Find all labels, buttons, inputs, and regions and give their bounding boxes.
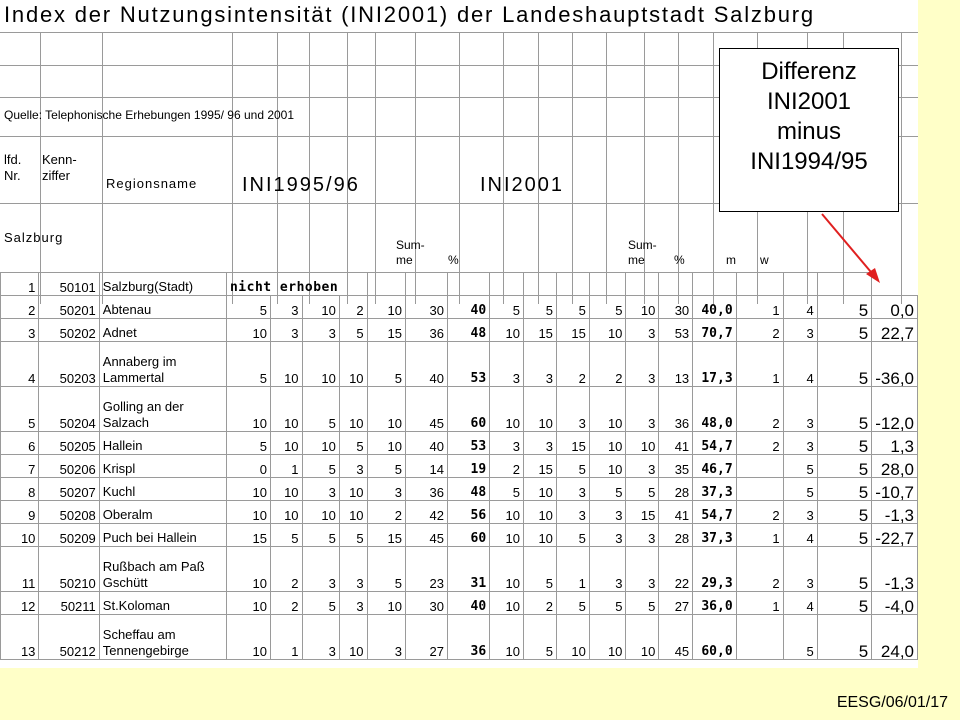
sum-1995: 27 <box>405 615 447 660</box>
difference: -10,7 <box>872 478 918 501</box>
score-1995: 15 <box>367 524 405 547</box>
score-1995: 5 <box>226 342 270 387</box>
score-1995: 1 <box>270 455 302 478</box>
count-total: 5 <box>817 342 872 387</box>
header-salzburg: Salzburg <box>4 230 64 245</box>
sum-1995: 45 <box>405 387 447 432</box>
row-kennziffer: 50202 <box>39 319 99 342</box>
row-number: 12 <box>1 592 39 615</box>
score-2001: 3 <box>589 524 626 547</box>
row-kennziffer: 50101 <box>39 273 99 296</box>
row-number: 5 <box>1 387 39 432</box>
score-2001: 3 <box>556 387 589 432</box>
pct-2001: 48,0 <box>693 387 737 432</box>
count-total: 5 <box>817 592 872 615</box>
score-2001: 5 <box>589 592 626 615</box>
count-m: 1 <box>736 524 783 547</box>
pct-2001: 37,3 <box>693 478 737 501</box>
score-2001: 10 <box>490 592 524 615</box>
row-kennziffer: 50204 <box>39 387 99 432</box>
score-2001: 15 <box>524 455 557 478</box>
score-1995: 5 <box>302 387 339 432</box>
sum-2001: 41 <box>659 501 693 524</box>
row-number: 8 <box>1 478 39 501</box>
score-2001: 10 <box>556 615 589 660</box>
score-2001: 5 <box>589 296 626 319</box>
count-w: 5 <box>783 478 817 501</box>
score-2001: 5 <box>556 592 589 615</box>
header-regionsname: Regionsname <box>106 176 198 191</box>
score-1995: 3 <box>339 547 367 592</box>
row-kennziffer: 50212 <box>39 615 99 660</box>
score-1995: 10 <box>302 432 339 455</box>
score-1995: 1 <box>270 615 302 660</box>
pct-2001: 70,7 <box>693 319 737 342</box>
row-regionsname: Kuchl <box>99 478 226 501</box>
score-2001: 3 <box>626 387 659 432</box>
score-1995: 2 <box>339 296 367 319</box>
count-m: 2 <box>736 547 783 592</box>
count-w: 3 <box>783 547 817 592</box>
row-number: 9 <box>1 501 39 524</box>
score-1995: 5 <box>226 296 270 319</box>
score-1995: 5 <box>339 524 367 547</box>
score-1995: 10 <box>226 547 270 592</box>
pct-1995: 31 <box>448 547 490 592</box>
score-2001: 3 <box>490 342 524 387</box>
count-total: 5 <box>817 615 872 660</box>
score-1995: 10 <box>302 296 339 319</box>
header-m: m <box>726 253 736 267</box>
difference: -22,7 <box>872 524 918 547</box>
score-2001: 10 <box>490 387 524 432</box>
row-number: 3 <box>1 319 39 342</box>
callout-line: INI2001 <box>766 88 852 115</box>
row-regionsname: Hallein <box>99 432 226 455</box>
score-1995: 3 <box>302 319 339 342</box>
count-total: 5 <box>817 455 872 478</box>
count-w: 3 <box>783 432 817 455</box>
row-regionsname: Puch bei Hallein <box>99 524 226 547</box>
score-1995: 15 <box>367 319 405 342</box>
score-1995: 10 <box>339 387 367 432</box>
score-2001: 3 <box>556 478 589 501</box>
row-regionsname: Rußbach am Paß Gschütt <box>99 547 226 592</box>
score-1995: 10 <box>367 592 405 615</box>
row-kennziffer: 50205 <box>39 432 99 455</box>
sum-1995: 40 <box>405 342 447 387</box>
count-m: 1 <box>736 296 783 319</box>
score-2001: 10 <box>524 478 557 501</box>
header-kennziffer: Kenn- ziffer <box>42 152 77 183</box>
source-note: Quelle: Telephonische Erhebungen 1995/ 96 und 2001 <box>4 108 295 122</box>
score-1995: 3 <box>302 615 339 660</box>
score-1995: 3 <box>339 592 367 615</box>
row-regionsname: Salzburg(Stadt) <box>99 273 226 296</box>
count-m: 2 <box>736 432 783 455</box>
row-number: 7 <box>1 455 39 478</box>
arrow-line <box>822 214 876 278</box>
score-2001: 5 <box>490 296 524 319</box>
count-total: 5 <box>817 501 872 524</box>
sum-2001: 35 <box>659 455 693 478</box>
score-2001: 10 <box>524 524 557 547</box>
score-2001: 15 <box>626 501 659 524</box>
row-regionsname: Abtenau <box>99 296 226 319</box>
count-w: 4 <box>783 592 817 615</box>
pct-1995: 48 <box>448 478 490 501</box>
score-1995: 5 <box>339 319 367 342</box>
row-regionsname: Adnet <box>99 319 226 342</box>
pct-2001: 54,7 <box>693 501 737 524</box>
header-pct-2001: % <box>674 253 685 267</box>
sum-2001: 45 <box>659 615 693 660</box>
score-2001: 5 <box>524 615 557 660</box>
row-kennziffer: 50209 <box>39 524 99 547</box>
score-2001: 10 <box>490 547 524 592</box>
score-2001: 5 <box>556 296 589 319</box>
row-number: 6 <box>1 432 39 455</box>
score-2001: 3 <box>626 342 659 387</box>
score-1995: 10 <box>226 501 270 524</box>
score-1995: 2 <box>270 592 302 615</box>
row-kennziffer: 50210 <box>39 547 99 592</box>
pct-2001: 37,3 <box>693 524 737 547</box>
pct-1995: 36 <box>448 615 490 660</box>
pct-2001: 17,3 <box>693 342 737 387</box>
score-1995: 10 <box>339 501 367 524</box>
score-2001: 2 <box>589 342 626 387</box>
pct-2001: 60,0 <box>693 615 737 660</box>
score-1995: 5 <box>302 524 339 547</box>
score-1995: 10 <box>367 387 405 432</box>
score-1995: 10 <box>302 342 339 387</box>
difference: -12,0 <box>872 387 918 432</box>
score-2001: 5 <box>524 547 557 592</box>
sum-1995: 36 <box>405 478 447 501</box>
count-total: 5 <box>817 547 872 592</box>
score-2001: 3 <box>589 547 626 592</box>
count-total: 5 <box>817 296 872 319</box>
row-note: nicht erhoben <box>226 273 367 296</box>
sum-1995: 30 <box>405 296 447 319</box>
row-number: 13 <box>1 615 39 660</box>
score-2001: 10 <box>626 432 659 455</box>
difference: -1,3 <box>872 547 918 592</box>
score-1995: 5 <box>367 547 405 592</box>
difference: -1,3 <box>872 501 918 524</box>
row-regionsname: Scheffau am Tennengebirge <box>99 615 226 660</box>
sum-2001: 53 <box>659 319 693 342</box>
score-2001: 10 <box>589 455 626 478</box>
pct-1995: 60 <box>448 387 490 432</box>
score-2001: 3 <box>626 455 659 478</box>
row-kennziffer: 50201 <box>39 296 99 319</box>
difference: 22,7 <box>872 319 918 342</box>
pct-2001: 29,3 <box>693 547 737 592</box>
score-1995: 10 <box>367 296 405 319</box>
pct-1995: 19 <box>448 455 490 478</box>
score-1995: 5 <box>302 592 339 615</box>
score-2001: 3 <box>626 524 659 547</box>
row-number: 2 <box>1 296 39 319</box>
score-2001: 5 <box>626 592 659 615</box>
pct-2001: 46,7 <box>693 455 737 478</box>
score-1995: 5 <box>367 455 405 478</box>
sum-2001: 41 <box>659 432 693 455</box>
pct-1995: 53 <box>448 432 490 455</box>
score-2001: 2 <box>556 342 589 387</box>
count-total: 5 <box>817 319 872 342</box>
score-1995: 3 <box>270 319 302 342</box>
difference: 28,0 <box>872 455 918 478</box>
sum-1995: 42 <box>405 501 447 524</box>
score-1995: 3 <box>367 478 405 501</box>
count-w: 4 <box>783 296 817 319</box>
score-1995: 10 <box>270 478 302 501</box>
score-2001: 3 <box>589 501 626 524</box>
difference: 0,0 <box>872 296 918 319</box>
count-total: 5 <box>817 387 872 432</box>
score-1995: 10 <box>270 432 302 455</box>
count-w: 4 <box>783 524 817 547</box>
score-2001: 10 <box>524 387 557 432</box>
score-1995: 10 <box>270 501 302 524</box>
pct-1995: 48 <box>448 319 490 342</box>
count-w: 3 <box>783 387 817 432</box>
count-m: 1 <box>736 592 783 615</box>
footer-code: EESG/06/01/17 <box>836 694 948 711</box>
sum-1995: 23 <box>405 547 447 592</box>
score-2001: 10 <box>626 296 659 319</box>
score-2001: 3 <box>524 342 557 387</box>
pct-1995: 53 <box>448 342 490 387</box>
score-2001: 3 <box>490 432 524 455</box>
row-number: 1 <box>1 273 39 296</box>
header-pct-1995: % <box>448 253 459 267</box>
count-total: 5 <box>817 478 872 501</box>
score-1995: 10 <box>270 387 302 432</box>
difference: -4,0 <box>872 592 918 615</box>
score-1995: 10 <box>226 592 270 615</box>
score-2001: 5 <box>556 455 589 478</box>
callout-line: minus <box>776 118 842 145</box>
score-2001: 5 <box>556 524 589 547</box>
count-total: 5 <box>817 524 872 547</box>
row-regionsname: St.Koloman <box>99 592 226 615</box>
score-1995: 10 <box>339 478 367 501</box>
row-kennziffer: 50207 <box>39 478 99 501</box>
score-1995: 3 <box>270 296 302 319</box>
score-1995: 3 <box>367 615 405 660</box>
sum-2001: 13 <box>659 342 693 387</box>
score-2001: 5 <box>589 478 626 501</box>
pct-1995: 56 <box>448 501 490 524</box>
score-2001: 10 <box>589 319 626 342</box>
score-2001: 3 <box>626 547 659 592</box>
sum-2001: 30 <box>659 296 693 319</box>
count-m: 2 <box>736 501 783 524</box>
score-1995: 15 <box>226 524 270 547</box>
row-regionsname: Annaberg im Lammertal <box>99 342 226 387</box>
pct-1995: 40 <box>448 296 490 319</box>
difference: -36,0 <box>872 342 918 387</box>
score-2001: 10 <box>626 615 659 660</box>
row-kennziffer: 50211 <box>39 592 99 615</box>
row-kennziffer: 50208 <box>39 501 99 524</box>
pct-2001: 36,0 <box>693 592 737 615</box>
count-total: 5 <box>817 432 872 455</box>
score-2001: 10 <box>490 319 524 342</box>
score-1995: 3 <box>302 478 339 501</box>
score-1995: 10 <box>226 319 270 342</box>
score-1995: 10 <box>302 501 339 524</box>
score-1995: 10 <box>339 615 367 660</box>
count-w: 3 <box>783 501 817 524</box>
score-2001: 15 <box>524 319 557 342</box>
row-kennziffer: 50206 <box>39 455 99 478</box>
count-w: 5 <box>783 615 817 660</box>
score-2001: 15 <box>556 319 589 342</box>
header-ini2001: INI2001 <box>480 174 565 196</box>
score-2001: 10 <box>490 615 524 660</box>
score-1995: 10 <box>226 615 270 660</box>
count-m: 2 <box>736 319 783 342</box>
header-summe-2001: Sum- me <box>628 238 657 267</box>
score-1995: 3 <box>302 547 339 592</box>
score-2001: 2 <box>524 592 557 615</box>
score-1995: 5 <box>339 432 367 455</box>
count-w: 3 <box>783 319 817 342</box>
score-2001: 10 <box>589 432 626 455</box>
sum-1995: 36 <box>405 319 447 342</box>
difference: 24,0 <box>872 615 918 660</box>
score-2001: 10 <box>490 501 524 524</box>
score-1995: 5 <box>270 524 302 547</box>
row-regionsname: Golling an der Salzach <box>99 387 226 432</box>
score-1995: 0 <box>226 455 270 478</box>
sum-2001: 28 <box>659 478 693 501</box>
score-1995: 10 <box>270 342 302 387</box>
callout-line: Differenz <box>761 58 857 85</box>
sum-1995: 40 <box>405 432 447 455</box>
score-2001: 5 <box>524 296 557 319</box>
score-2001: 10 <box>589 387 626 432</box>
difference: 1,3 <box>872 432 918 455</box>
score-2001: 5 <box>490 478 524 501</box>
row-number: 10 <box>1 524 39 547</box>
score-2001: 3 <box>556 501 589 524</box>
row-number: 11 <box>1 547 39 592</box>
header-lfd-nr: lfd. Nr. <box>4 152 22 183</box>
score-2001: 3 <box>524 432 557 455</box>
sum-1995: 30 <box>405 592 447 615</box>
sum-1995: 45 <box>405 524 447 547</box>
score-2001: 1 <box>556 547 589 592</box>
sum-1995: 14 <box>405 455 447 478</box>
score-2001: 15 <box>556 432 589 455</box>
sum-2001: 36 <box>659 387 693 432</box>
row-regionsname: Krispl <box>99 455 226 478</box>
pct-1995: 60 <box>448 524 490 547</box>
score-1995: 5 <box>302 455 339 478</box>
sum-2001: 27 <box>659 592 693 615</box>
score-1995: 10 <box>339 342 367 387</box>
header-ini1995: INI1995/96 <box>242 174 360 196</box>
count-m: 2 <box>736 387 783 432</box>
score-2001: 3 <box>626 319 659 342</box>
pct-2001: 54,7 <box>693 432 737 455</box>
callout-line: INI1994/95 <box>750 148 868 175</box>
header-w: w <box>760 253 769 267</box>
count-w: 5 <box>783 455 817 478</box>
score-2001: 10 <box>490 524 524 547</box>
score-1995: 5 <box>367 342 405 387</box>
sum-2001: 22 <box>659 547 693 592</box>
score-1995: 3 <box>339 455 367 478</box>
score-1995: 2 <box>367 501 405 524</box>
sum-2001: 28 <box>659 524 693 547</box>
score-2001: 10 <box>524 501 557 524</box>
pct-2001: 40,0 <box>693 296 737 319</box>
score-1995: 10 <box>226 387 270 432</box>
score-2001: 5 <box>626 478 659 501</box>
score-2001: 10 <box>589 615 626 660</box>
row-regionsname: Oberalm <box>99 501 226 524</box>
score-1995: 2 <box>270 547 302 592</box>
count-m: 1 <box>736 342 783 387</box>
score-1995: 10 <box>226 478 270 501</box>
arrow-head <box>866 268 880 283</box>
row-number: 4 <box>1 342 39 387</box>
score-1995: 5 <box>226 432 270 455</box>
header-summe-1995: Sum- me <box>396 238 425 267</box>
pct-1995: 40 <box>448 592 490 615</box>
row-kennziffer: 50203 <box>39 342 99 387</box>
count-w: 4 <box>783 342 817 387</box>
score-2001: 2 <box>490 455 524 478</box>
page-title: Index der Nutzungsintensität (INI2001) der Landeshauptstadt Salzburg <box>4 2 815 27</box>
score-1995: 10 <box>367 432 405 455</box>
